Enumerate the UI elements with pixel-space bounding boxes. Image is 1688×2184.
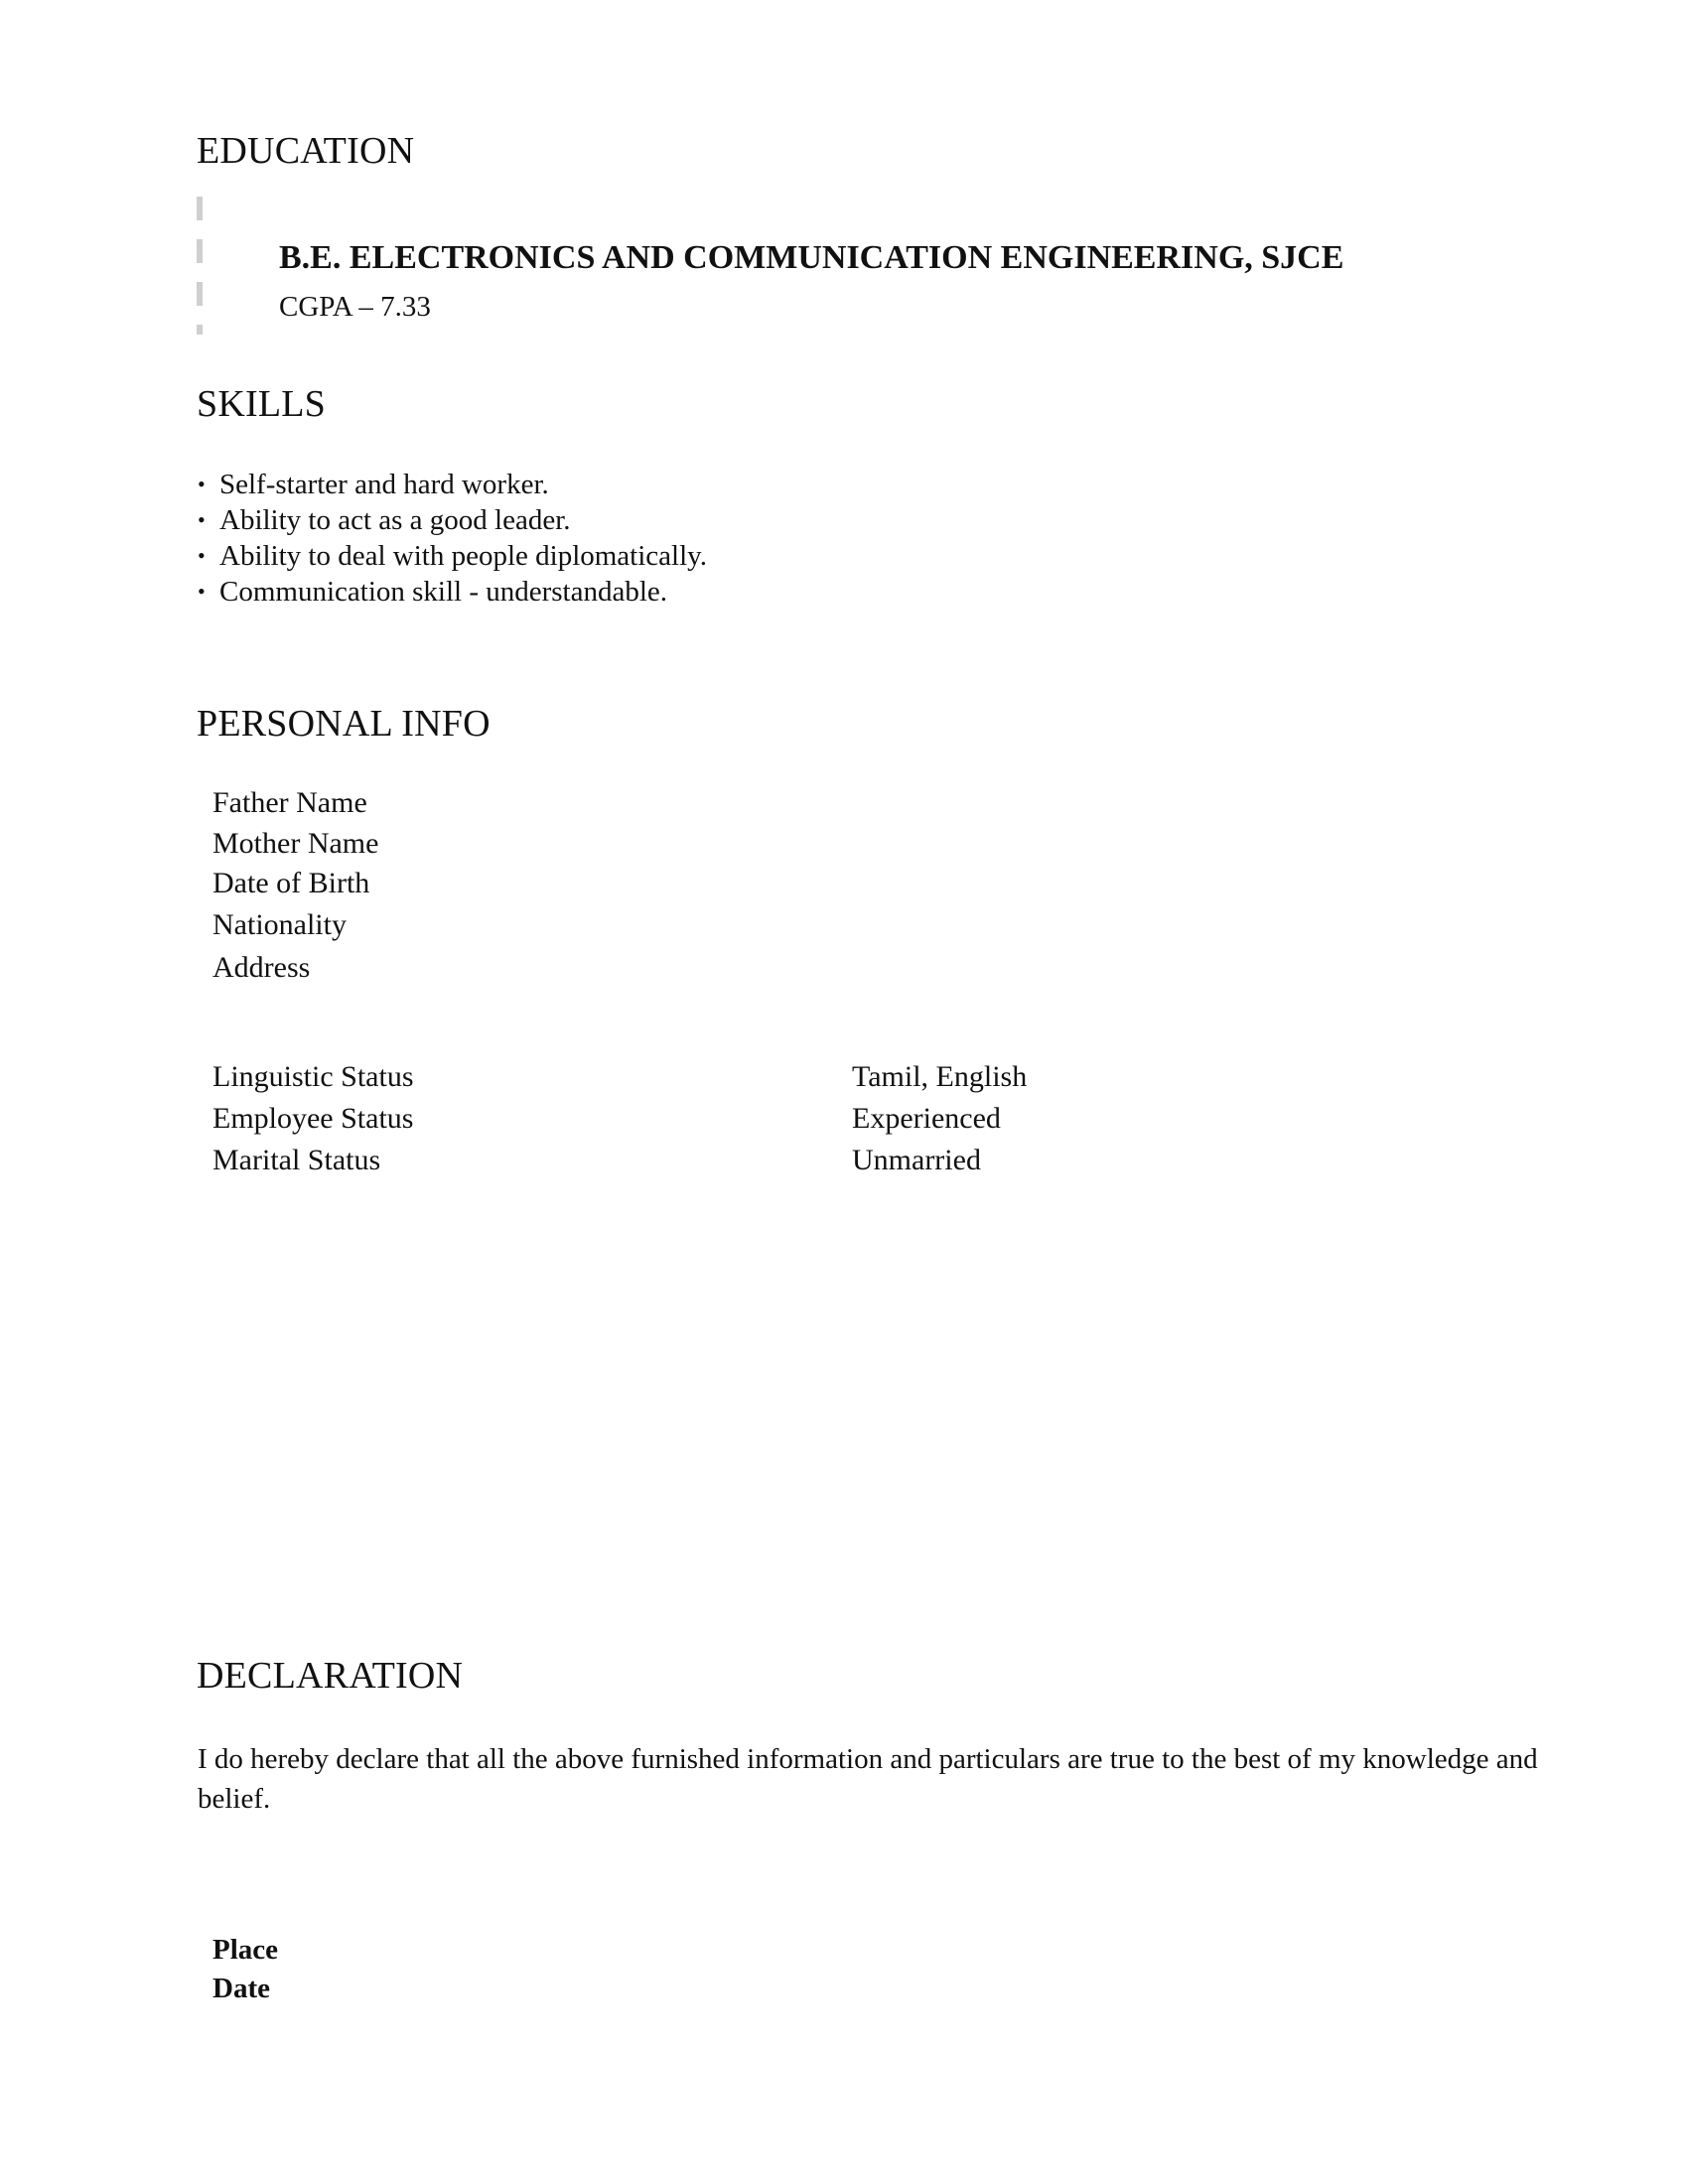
education-accent-bar-segment bbox=[197, 325, 203, 335]
employee-status-label: Employee Status bbox=[212, 1102, 414, 1135]
skill-item bbox=[198, 574, 707, 610]
skill-item bbox=[198, 538, 707, 574]
skill-text: Self-starter and hard worker. bbox=[219, 469, 549, 500]
skill-text: Communication skill - understandable. bbox=[219, 576, 668, 608]
skill-text: Ability to deal with people diplomatically. bbox=[219, 540, 708, 572]
declaration-heading: DECLARATION bbox=[197, 1655, 464, 1697]
bullet-icon: • bbox=[198, 543, 206, 568]
employee-status-value: Experienced bbox=[852, 1102, 1001, 1135]
skill-item bbox=[198, 502, 707, 538]
education-accent-bar-segment bbox=[197, 282, 203, 306]
bullet-icon: • bbox=[198, 579, 206, 604]
skill-item bbox=[198, 467, 707, 502]
personal-info-heading: PERSONAL INFO bbox=[197, 703, 491, 745]
education-accent-bar-segment bbox=[197, 197, 203, 220]
linguistic-status-label: Linguistic Status bbox=[212, 1060, 414, 1093]
nationality-label: Nationality bbox=[212, 908, 347, 941]
skill-text: Ability to act as a good leader. bbox=[219, 504, 571, 536]
father-name-label: Father Name bbox=[212, 786, 367, 819]
education-degree: B.E. ELECTRONICS AND COMMUNICATION ENGINEERING, SJCE bbox=[279, 239, 1344, 276]
bullet-icon: • bbox=[198, 472, 206, 496]
skills-heading: SKILLS bbox=[197, 383, 326, 425]
education-score: CGPA – 7.33 bbox=[279, 291, 431, 323]
mother-name-label: Mother Name bbox=[212, 827, 379, 860]
date-label: Date bbox=[212, 1973, 270, 2004]
marital-status-label: Marital Status bbox=[212, 1144, 381, 1176]
education-accent-bar-segment bbox=[197, 239, 203, 263]
bullet-icon: • bbox=[198, 507, 206, 532]
address-label: Address bbox=[212, 951, 311, 984]
place-label: Place bbox=[212, 1934, 279, 1966]
date-of-birth-label: Date of Birth bbox=[212, 867, 370, 899]
education-heading: EDUCATION bbox=[197, 130, 415, 172]
marital-status-value: Unmarried bbox=[852, 1144, 981, 1176]
skills-list bbox=[198, 467, 707, 610]
declaration-text: I do hereby declare that all the above furnished information and particulars are true to the best of my knowledge and belief. bbox=[198, 1743, 1538, 1815]
linguistic-status-value: Tamil, English bbox=[852, 1060, 1028, 1093]
